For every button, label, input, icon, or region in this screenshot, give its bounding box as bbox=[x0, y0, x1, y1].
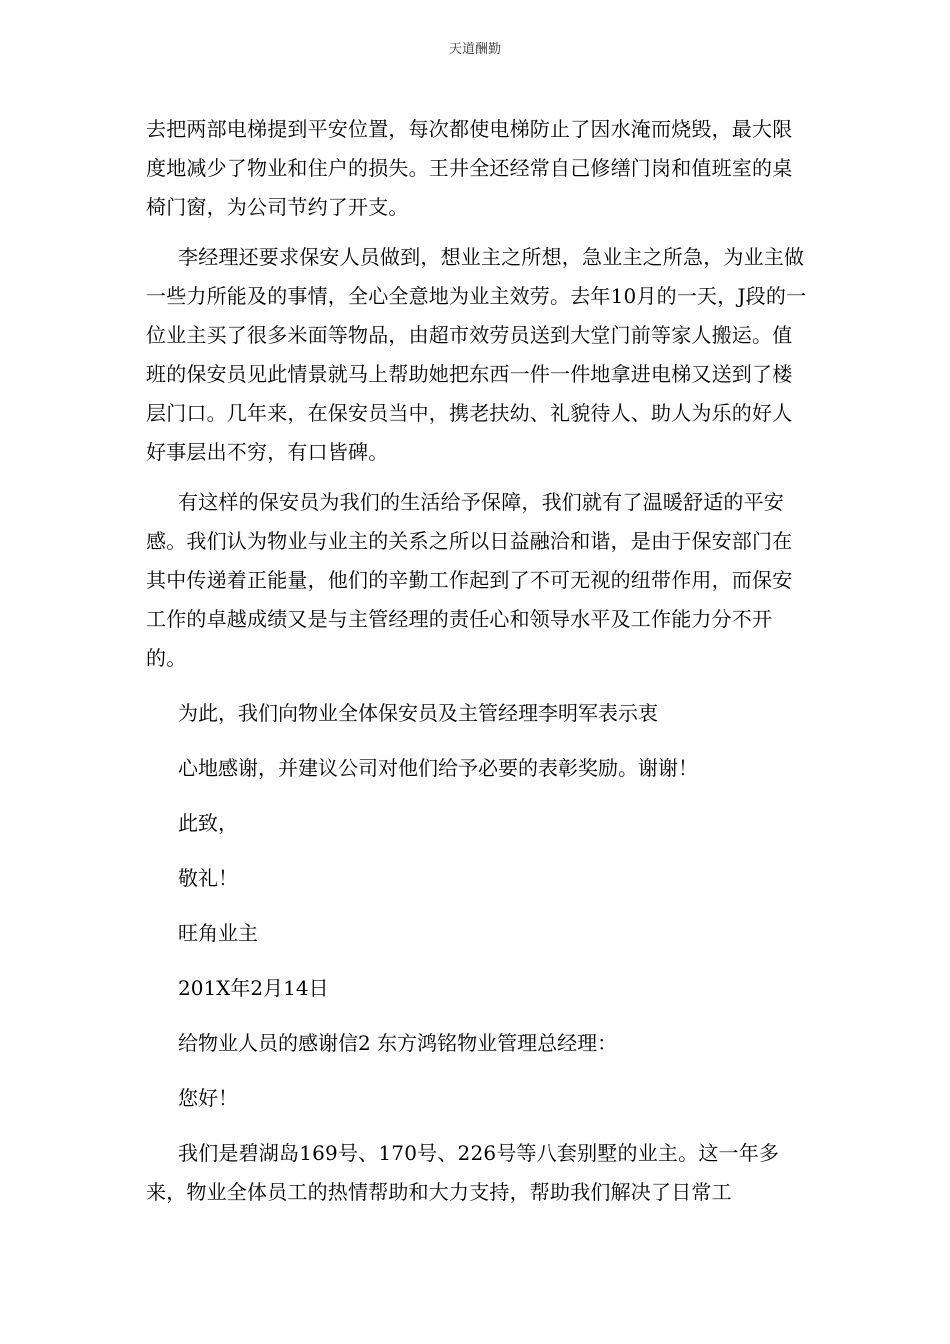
greeting: 您好！ bbox=[178, 1086, 238, 1110]
signature: 旺角业主 bbox=[178, 921, 258, 945]
second-letter-title: 给物业人员的感谢信2 东方鸿铭物业管理总经理： bbox=[178, 1031, 618, 1055]
page-header: 天道酬勤 bbox=[448, 42, 501, 57]
paragraph-5: 心地感谢，并建议公司对他们给予必要的表彰奖励。谢谢！ bbox=[178, 756, 698, 780]
salutation-closing: 此致， bbox=[178, 811, 238, 835]
date: 201X年2月14日 bbox=[178, 976, 329, 1000]
paragraph-1: 去把两部电梯提到平安位置，每次都使电梯防止了因水淹而烧毁，最大限度地减少了物业和住户的损失。王井全还经常自己修缮门岗和值班室的桌椅门窗，为公司节约了开支。 bbox=[146, 117, 793, 219]
salutation-respect: 敬礼！ bbox=[178, 866, 238, 890]
paragraph-3: 有这样的保安员为我们的生活给予保障，我们就有了温暖舒适的平安感。我们认为物业与业主的关系之所以日益融洽和谐，是由于保安部门在其中传递着正能量，他们的辛勤工作起到了不可无视的纽带作用，而保安工作的卓越成绩又是与主管经理的责任心和领导水平及工作能力分不开的。 bbox=[146, 490, 793, 670]
letter-body bbox=[146, 110, 811, 1212]
paragraph-12: 我们是碧湖岛169号、170号、226号等八套别墅的业主。这一年多来，物业全体员工的热情帮助和大力支持，帮助我们解决了日常工 bbox=[146, 1141, 780, 1204]
paragraph-2: 李经理还要求保安人员做到，想业主之所想，急业主之所急，为业主做一些力所能及的事情，全心全意地为业主效劳。去年10月的一天，J段的一位业主买了很多米面等物品，由超市效劳员送到大堂门前等家人搬运。值班的保安员见此情景就马上帮助她把东西一件一件地拿进电梯又送到了楼层门口。几年来，在保安员当中，携老扶幼、礼貌待人、助人为乐的好人好事层出不穷，有口皆碑。 bbox=[146, 245, 807, 464]
paragraph-4: 为此，我们向物业全体保安员及主管经理李明军表示衷 bbox=[178, 701, 658, 725]
